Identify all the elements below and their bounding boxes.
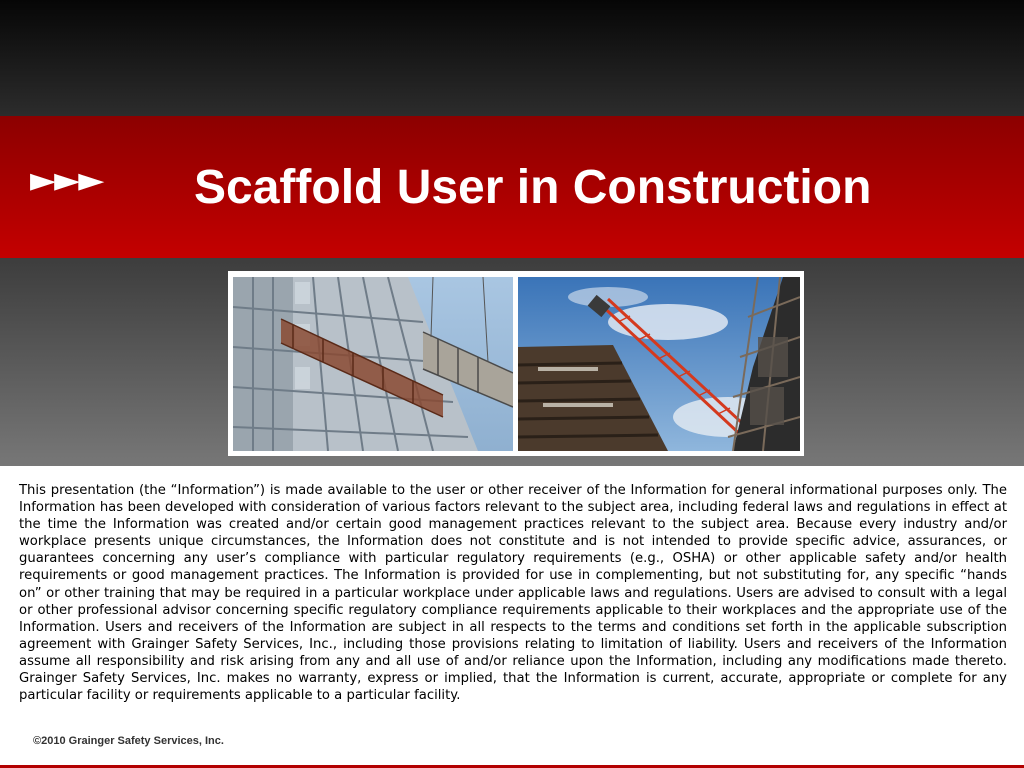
copyright-notice: ©2010 Grainger Safety Services, Inc. (33, 735, 224, 747)
top-dark-band (0, 0, 1024, 116)
scaffold-facade-photo (233, 277, 513, 451)
slide-title: Scaffold User in Construction (194, 161, 872, 214)
disclaimer-text: This presentation (the “Information”) is made available to the user or other receiver of the Information for general informational purposes only. The Information has been developed with consideration of various factors relevant to the subject area, including federal laws and regulations in effect at the time the Information was created and/or certain good management practices relevant to the subject area. Because every industry and/or workplace presents unique circumstances, the Information does not constitute and is not intended to provide specific advice, assurances, or guarantees concerning any user’s compliance with particular regulatory requirements (e.g., OSHA) or other applicable safety and/or health requirements or good management practices. The Information is provided for use in complementing, but not substituting for, any specific “hands on” or other training that may be required in a particular workplace under applicable laws and regulations. Users are advised to consult with a legal or other professional advisor concerning specific regulatory compliance requirements applicable to their workplaces and the appropriate use of the Information. Users and receivers of the Information are subject in all respects to the terms and conditions set forth in the applicable subscription agreement with Grainger Safety Services, Inc., including those provisions relating to limitation of liability. Users and receivers of the Information assume all responsibility and risk arising from any and all use of and/or reliance upon the Information, including any modifications made thereto. Grainger Safety Services, Inc. makes no warranty, express or implied, that the Information is current, accurate, appropriate or complete for any particular facility or requirements applicable to a particular facility. (19, 483, 1007, 704)
triple-arrow-icon: ►►► (30, 160, 103, 200)
photo-frame (228, 271, 804, 456)
crane-building-photo (518, 277, 800, 451)
